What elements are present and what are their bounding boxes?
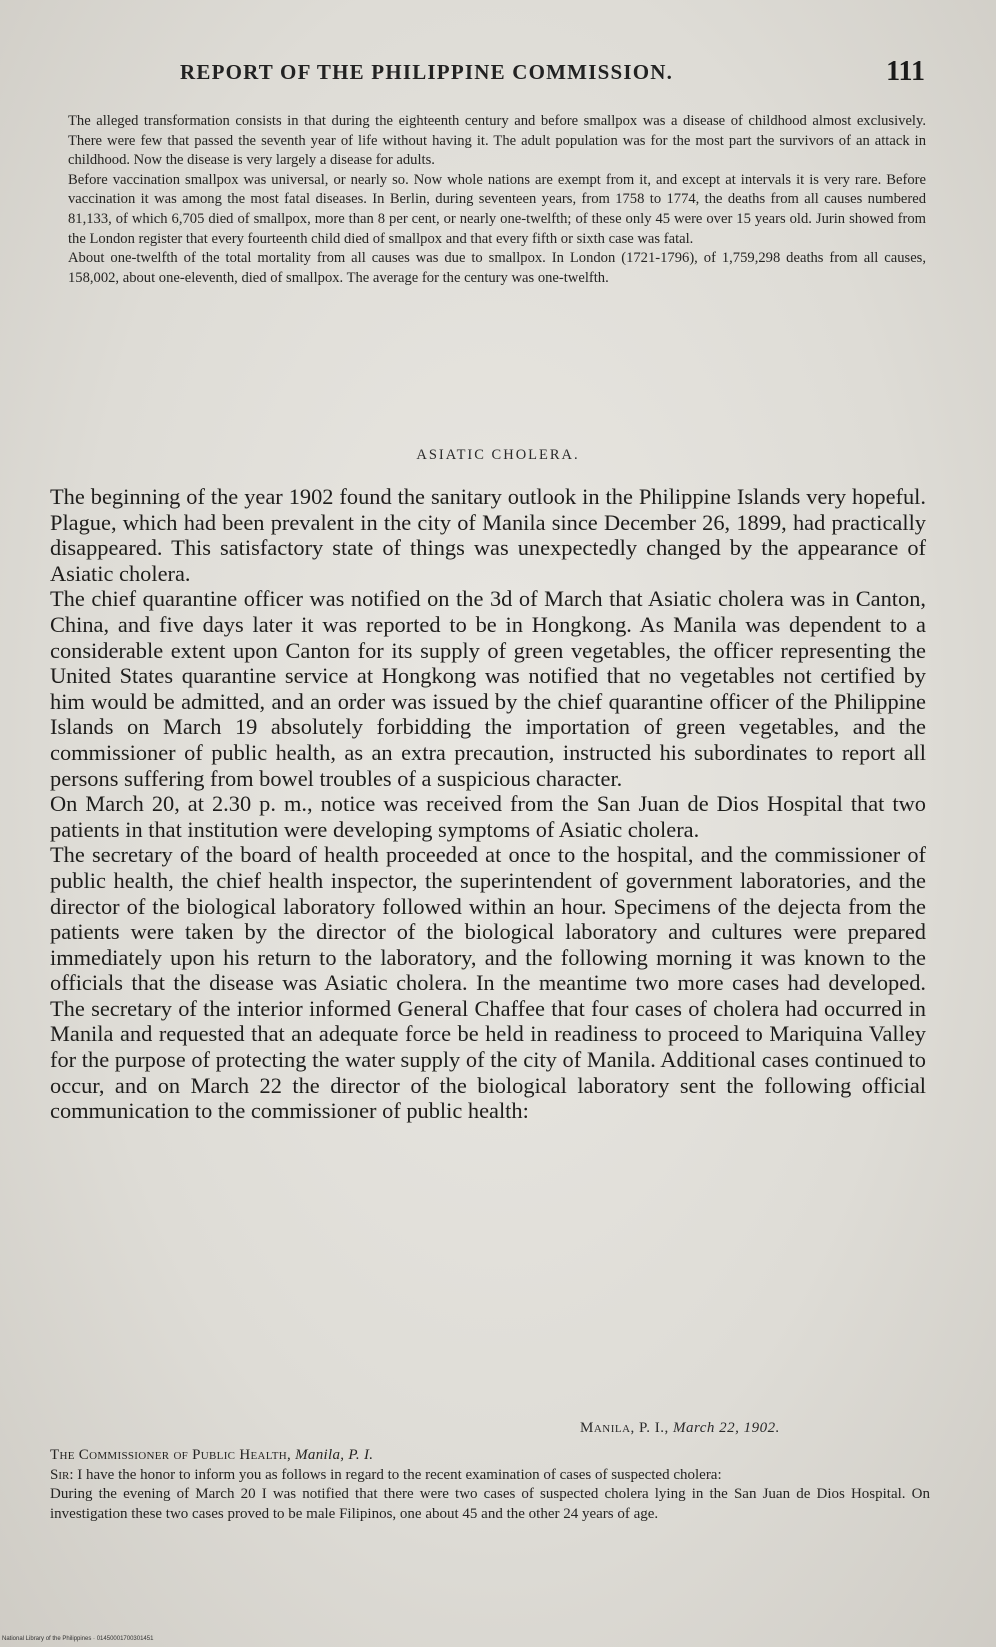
scan-footer: National Library of the Philippines · 01450001700301451	[2, 1636, 154, 1642]
smallpox-paragraph-2: Before vaccination smallpox was universal, or nearly so. Now whole nations are exempt from it, and except at intervals it is very rare. Before vaccination it was among the most fatal diseases. In Berlin, during seventeen years, from 1758 to 1774, the deaths from all causes numbered 81,133, of which 6,705 died of smallpox, more than 8 per cent, or nearly one-twelfth; of these only 45 were over 15 years old. Jurin showed from the London register that every fourteenth child died of smallpox and that every fifth or sixth case was fatal.	[68, 171, 926, 247]
cholera-paragraph-3: On March 20, at 2.30 p. m., notice was received from the San Juan de Dios Hospital that two patients in that institution were developing symptoms of Asiatic cholera.	[50, 791, 926, 842]
cholera-paragraph-1: The beginning of the year 1902 found the sanitary outlook in the Philippine Islands very hopeful. Plague, which had been prevalent in the city of Manila since December 26, 1899, had practically disappeared. This satisfactory state of things was unexpectedly changed by the appearance of Asiatic cholera.	[50, 484, 926, 586]
letter-paragraph-2: During the evening of March 20 I was notified that there were two cases of suspected cholera lying in the San Juan de Dios Hospital. On investigation these two cases proved to be male Filipinos, one about 45 and the other 24 years of age.	[50, 1486, 930, 1522]
dateline-place: Manila, P. I.,	[580, 1420, 669, 1436]
cholera-body-text	[50, 484, 926, 1124]
letter-body	[50, 1446, 930, 1524]
letter-salutation: Sir:	[50, 1466, 74, 1483]
letter-addressee	[50, 1446, 930, 1466]
page-number: 111	[886, 56, 925, 87]
letter-paragraph-1-text: I have the honor to inform you as follows in regard to the recent examination of cases of suspected cholera:	[77, 1466, 722, 1483]
addressee-place: Manila, P. I.	[295, 1447, 374, 1463]
running-title: REPORT OF THE PHILIPPINE COMMISSION.	[180, 60, 674, 84]
smallpox-paragraph-3: About one-twelfth of the total mortality from all causes was due to smallpox. In London (1721-1796), of 1,759,298 deaths from all causes, 158,002, about one-eleventh, died of smallpox. The average for the century was one-twelfth.	[68, 250, 926, 286]
cholera-paragraph-2: The chief quarantine officer was notified on the 3d of March that Asiatic cholera was in Canton, China, and five days later it was reported to be in Hongkong. As Manila was dependent to a considerable extent upon Canton for its supply of green vegetables, the officer representing the United States quarantine service at Hongkong was notified that no vegetables not certified by him would be admitted, and an order was issued by the chief quarantine officer of the Philippine Islands on March 19 absolutely forbidding the importation of green vegetables, and the commissioner of public health, as an extra precaution, instructed his subordinates to report all persons suffering from bowel troubles of a suspicious character.	[50, 586, 926, 791]
smallpox-paragraph-1: The alleged transformation consists in that during the eighteenth century and before smallpox was a disease of childhood almost exclusively. There were few that passed the seventh year of life without having it. The adult population was for the most part the survivors of an attack in childhood. Now the disease is very largely a disease for adults.	[68, 113, 926, 169]
addressee-title: The Commissioner of Public Health,	[50, 1447, 292, 1463]
letter-dateline	[580, 1420, 780, 1437]
section-heading: ASIATIC CHOLERA.	[416, 447, 580, 463]
dateline-date: March 22, 1902.	[672, 1420, 780, 1436]
letter-paragraph-1	[50, 1466, 930, 1486]
smallpox-text	[68, 112, 926, 288]
cholera-paragraph-4: The secretary of the board of health proceeded at once to the hospital, and the commissioner of public health, the chief health inspector, the superintendent of government laboratories, and the director of the biological laboratory followed within an hour. Specimens of the dejecta from the patients were taken by the director of the biological laboratory and cultures were prepared immediately upon his return to the laboratory, and the following morning it was known to the officials that the disease was Asiatic cholera. In the meantime two more cases had developed. The secretary of the interior informed General Chaffee that four cases of cholera had occurred in Manila and requested that an adequate force be held in readiness to proceed to Mariquina Valley for the purpose of protecting the water supply of the city of Manila. Additional cases continued to occur, and on March 22 the director of the biological laboratory sent the following official communication to the commissioner of public health:	[50, 842, 926, 1124]
page-header	[180, 58, 925, 88]
